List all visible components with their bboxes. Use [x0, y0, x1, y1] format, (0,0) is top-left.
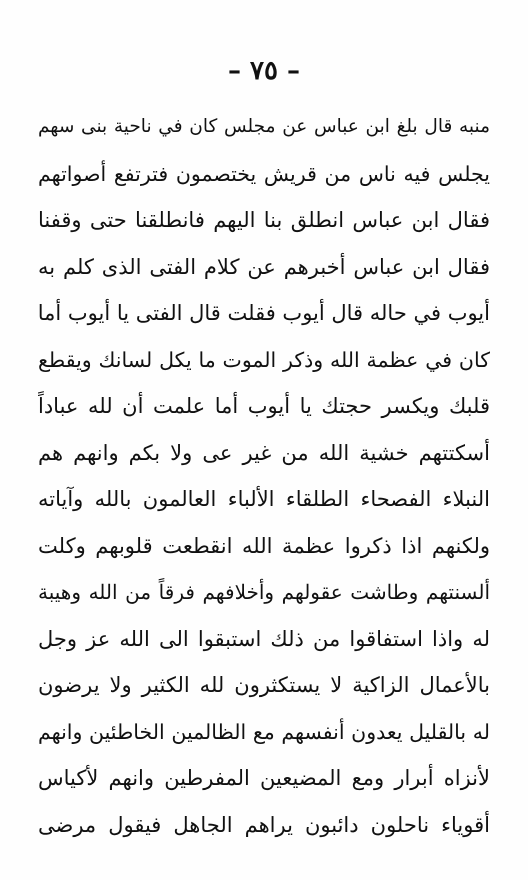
text-line: له واذا استفاقوا من ذلك استبقوا الى الله عز وجل: [38, 626, 490, 651]
body-text: [38, 104, 490, 848]
text-line: فقال ابن عباس أخبرهم عن كلام الفتى الذى كلم به: [38, 254, 490, 279]
text-line: ولكنهم اذا ذكروا عظمة الله انقطعت قلوبهم وكلت: [38, 533, 490, 558]
text-line: له بالقليل يعدون أنفسهم مع الظالمين الخاطئين وانهم: [38, 719, 490, 744]
text-line: النبلاء الفصحاء الطلقاء الألباء العالمون بالله وآياته: [38, 487, 490, 511]
text-line: أسكتتهم خشية الله من غير عى ولا بكم وانهم هم: [38, 440, 490, 465]
text-line: فقال ابن عباس انطلق بنا اليهم فانطلقنا حتى وقفنا: [38, 208, 490, 232]
text-line: كان في عظمة الله وذكر الموت ما يكل لسانك ويقطع: [38, 347, 490, 372]
text-line: منبه قال بلغ ابن عباس عن مجلس كان في ناحية بنى سهم: [38, 116, 490, 137]
text-line: أيوب في حاله قال أيوب فقلت قال الفتى يا أيوب أما: [38, 301, 490, 325]
text-line: يجلس فيه ناس من قريش يختصمون فترتفع أصواتهم: [38, 161, 490, 186]
text-line: قلبك ويكسر حجتك يا أيوب أما علمت أن لله عباداً: [38, 394, 490, 418]
text-line: ألسنتهم وطاشت عقولهم وأخلافهم فرقاً من الله وهيبة: [38, 580, 490, 604]
text-line: بالأعمال الزاكية لا يستكثرون لله الكثير ولا يرضون: [38, 673, 490, 697]
text-line: أقوياء ناحلون دائبون يراهم الجاهل فيقول مرضى: [38, 812, 490, 837]
text-line: لأنزاه أبرار ومع المضيعين المفرطين وانهم لأكياس: [38, 766, 490, 790]
page-number: – ٧٥ –: [227, 56, 301, 86]
